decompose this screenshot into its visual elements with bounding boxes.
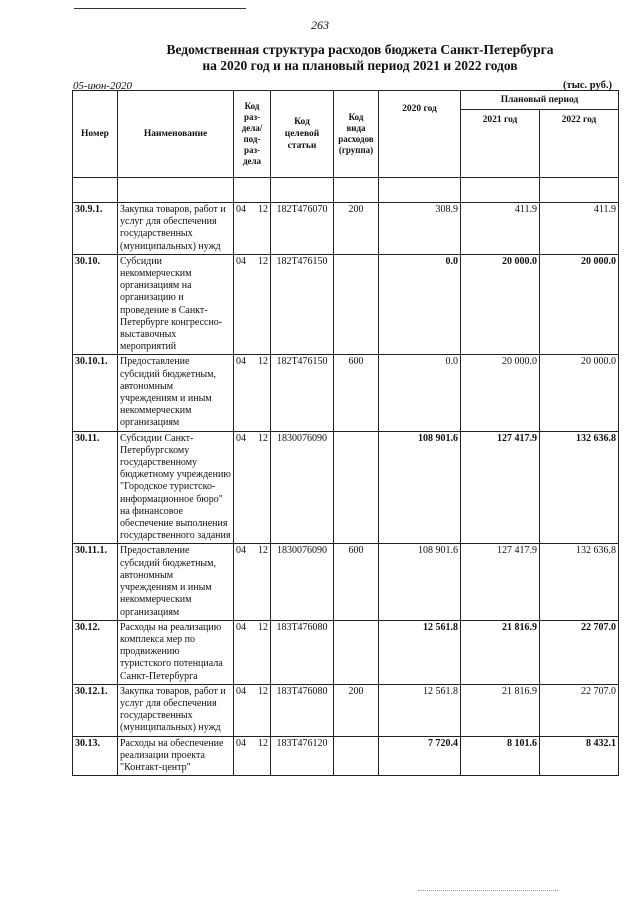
row-number: 30.9.1. (73, 203, 118, 255)
title-line-2: на 2020 год и на плановый период 2021 и 2022 годов (202, 58, 518, 73)
row-expense-type (334, 254, 379, 355)
row-expense-type: 200 (334, 203, 379, 255)
table-row (73, 544, 619, 620)
row-section (234, 203, 271, 255)
row-section (234, 431, 271, 544)
header-gap-row (73, 178, 619, 203)
row-value-2021: 8 101.6 (461, 736, 540, 776)
row-subsection-code: 12 (258, 685, 268, 697)
document-title (60, 42, 640, 74)
units-label: (тыс. руб.) (563, 80, 612, 91)
row-number: 30.12. (73, 620, 118, 684)
row-target-code: 1830076090 (271, 544, 334, 620)
row-target-code: 1830076090 (271, 431, 334, 544)
document-date: 05-июн-2020 (73, 80, 133, 92)
row-value-2021: 20 000.0 (461, 355, 540, 431)
header-type-line: Код (348, 112, 364, 122)
row-subsection-code: 12 (258, 737, 268, 749)
header-target-line: статьи (287, 141, 317, 152)
row-name: Предоставление субсидий бюджетным, автономным учреждениям и иным некоммерческим организациям (118, 355, 234, 431)
row-section (234, 620, 271, 684)
table-row (73, 254, 619, 355)
row-subsection-code: 12 (258, 545, 268, 557)
row-subsection-code: 12 (258, 356, 268, 368)
row-value-2020: 108 901.6 (379, 544, 461, 620)
row-name: Субсидии Санкт-Петербургскому государственному бюджетному учреждению "Городское туристско-информационное бюро" на финансовое обеспечение выполнения государственного задания (118, 431, 234, 544)
row-expense-type (334, 736, 379, 776)
header-2020: 2020 год (379, 91, 461, 178)
row-expense-type (334, 431, 379, 544)
row-name: Закупка товаров, работ и услуг для обеспечения государственных (муниципальных) нужд (118, 203, 234, 255)
row-name: Расходы на обеспечение реализации проекта "Контакт-центр" (118, 736, 234, 776)
header-plan-period: Плановый период (461, 91, 619, 110)
row-value-2020: 12 561.8 (379, 684, 461, 736)
header-section-line: под- (243, 134, 261, 144)
row-section-code: 04 (236, 545, 246, 557)
row-section (234, 254, 271, 355)
table-row (73, 684, 619, 736)
footer-mark (418, 890, 558, 891)
row-name: Субсидии некоммерческим организациям на организацию и проведение в Санкт-Петербурге конгрессно-выставочных мероприятий (118, 254, 234, 355)
header-section-line: дела/ (241, 123, 263, 133)
table-row (73, 736, 619, 776)
row-section-code: 04 (236, 432, 246, 444)
table-row (73, 620, 619, 684)
row-name: Расходы на реализацию комплекса мер по продвижению туристского потенциала Санкт-Петербурга (118, 620, 234, 684)
header-section-line: раз- (243, 112, 261, 122)
header-type-line: расходов (338, 134, 374, 144)
row-subsection-code: 12 (258, 432, 268, 444)
row-value-2020: 0.0 (379, 254, 461, 355)
row-value-2020: 12 561.8 (379, 620, 461, 684)
row-value-2022: 8 432.1 (540, 736, 619, 776)
header-2022: 2022 год (540, 110, 619, 178)
row-section-code: 04 (236, 204, 246, 215)
header-type-line: (группа) (338, 145, 374, 155)
header-number: Номер (73, 91, 118, 178)
row-target-code: 183Т476080 (271, 684, 334, 736)
row-expense-type: 200 (334, 684, 379, 736)
row-number: 30.11. (73, 431, 118, 544)
row-value-2021: 21 816.9 (461, 684, 540, 736)
budget-table (72, 90, 619, 776)
row-section (234, 355, 271, 431)
table-row (73, 431, 619, 544)
header-row-1 (73, 91, 619, 110)
row-section-code: 04 (236, 685, 246, 697)
row-number: 30.12.1. (73, 684, 118, 736)
header-type-line: вида (346, 123, 366, 133)
row-number: 30.10. (73, 254, 118, 355)
row-target-code: 182Т476150 (271, 254, 334, 355)
header-target-line: Код (294, 116, 310, 127)
row-value-2021: 127 417.9 (461, 544, 540, 620)
row-value-2021: 20 000.0 (461, 254, 540, 355)
row-section (234, 736, 271, 776)
row-value-2021: 21 816.9 (461, 620, 540, 684)
header-2021: 2021 год (461, 110, 540, 178)
row-number: 30.11.1. (73, 544, 118, 620)
row-value-2022: 132 636.8 (540, 544, 619, 620)
row-number: 30.13. (73, 736, 118, 776)
row-value-2020: 108 901.6 (379, 431, 461, 544)
header-section-line: раз- (243, 145, 261, 155)
row-section-code: 04 (236, 621, 246, 633)
row-target-code: 182Т476070 (271, 203, 334, 255)
row-value-2022: 22 707.0 (540, 684, 619, 736)
row-name: Закупка товаров, работ и услуг для обеспечения государственных (муниципальных) нужд (118, 684, 234, 736)
row-value-2020: 7 720.4 (379, 736, 461, 776)
row-subsection-code: 12 (258, 255, 268, 267)
header-expense-type (334, 91, 379, 178)
header-section (234, 91, 271, 178)
page-number: 263 (311, 18, 329, 32)
row-value-2020: 0.0 (379, 355, 461, 431)
header-target (271, 91, 334, 178)
row-target-code: 183Т476120 (271, 736, 334, 776)
row-section-code: 04 (236, 255, 246, 267)
row-number: 30.10.1. (73, 355, 118, 431)
row-target-code: 182Т476150 (271, 355, 334, 431)
row-expense-type: 600 (334, 355, 379, 431)
table-body (73, 203, 619, 776)
title-line-1: Ведомственная структура расходов бюджета Санкт-Петербурга (166, 42, 554, 57)
row-value-2021: 127 417.9 (461, 431, 540, 544)
top-rule (74, 8, 246, 9)
row-section (234, 684, 271, 736)
header-section-line: дела (242, 156, 262, 166)
row-value-2022: 132 636.8 (540, 431, 619, 544)
header-target-line: целевой (284, 128, 320, 139)
table-row (73, 203, 619, 255)
row-value-2022: 411.9 (540, 203, 619, 255)
row-name: Предоставление субсидий бюджетным, автономным учреждениям и иным некоммерческим организациям (118, 544, 234, 620)
row-value-2021: 411.9 (461, 203, 540, 255)
row-value-2022: 22 707.0 (540, 620, 619, 684)
row-expense-type: 600 (334, 544, 379, 620)
header-name: Наименование (118, 91, 234, 178)
row-section-code: 04 (236, 737, 246, 749)
row-target-code: 183Т476080 (271, 620, 334, 684)
row-value-2020: 308.9 (379, 203, 461, 255)
row-section-code: 04 (236, 356, 246, 368)
row-section (234, 544, 271, 620)
row-subsection-code: 12 (258, 621, 268, 633)
row-value-2022: 20 000.0 (540, 355, 619, 431)
table-row (73, 355, 619, 431)
header-section-line: Код (244, 101, 260, 111)
row-value-2022: 20 000.0 (540, 254, 619, 355)
row-subsection-code: 12 (258, 204, 268, 215)
row-expense-type (334, 620, 379, 684)
